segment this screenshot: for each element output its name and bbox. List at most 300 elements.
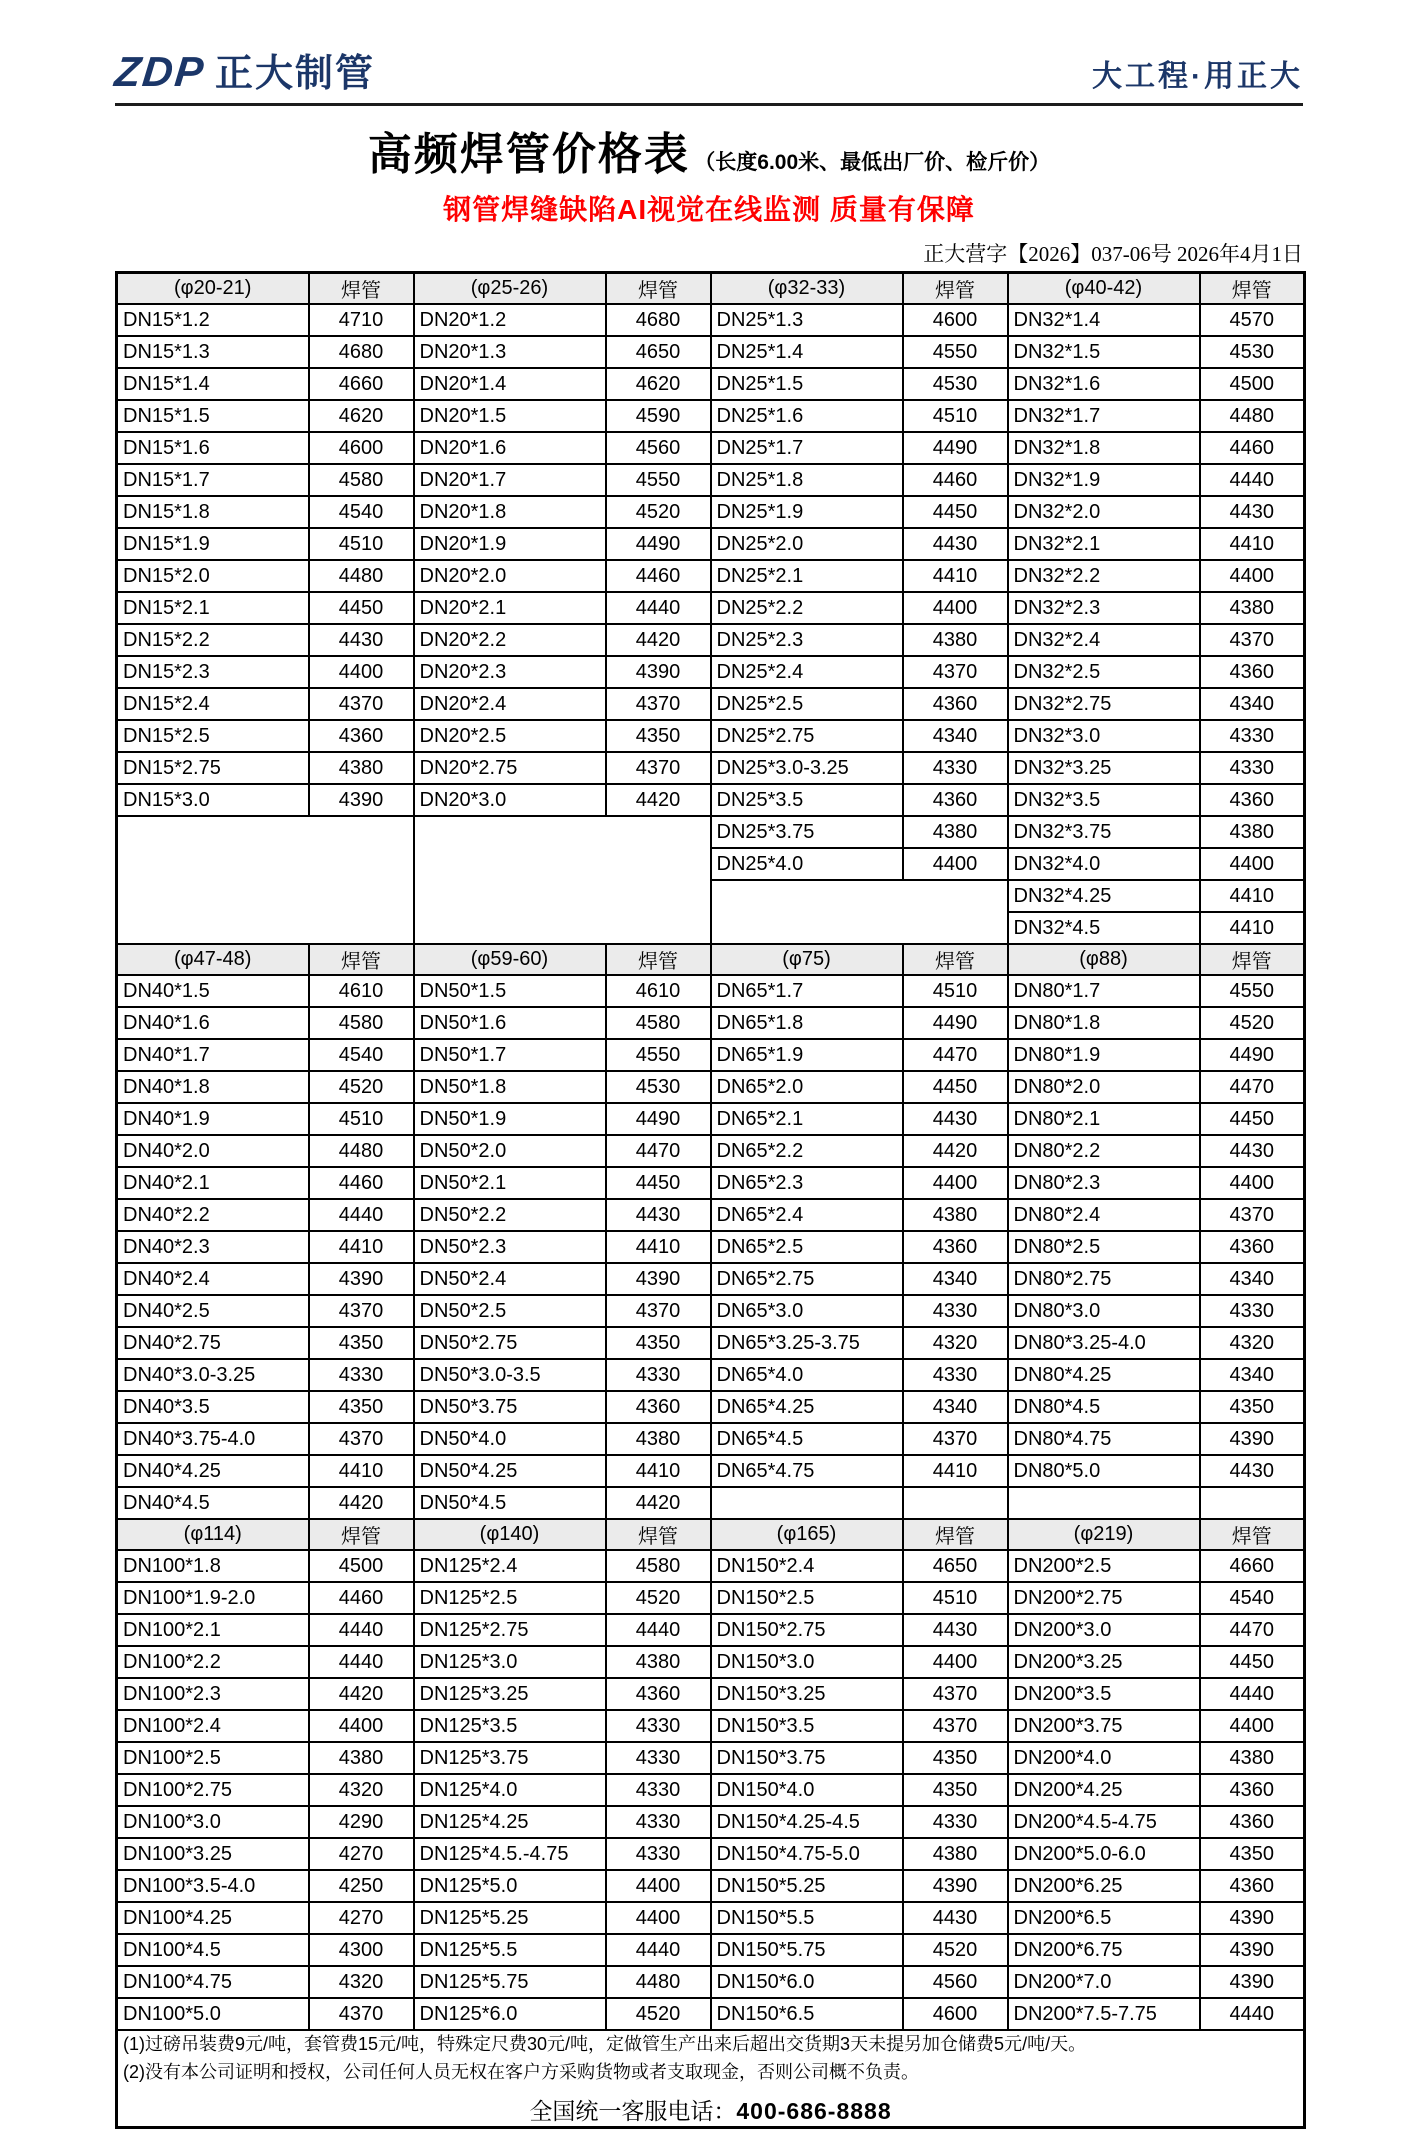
price-cell: 4520	[1200, 1007, 1305, 1039]
table-row	[117, 624, 1305, 656]
price-cell: 4400	[903, 848, 1008, 880]
spec-cell: DN50*3.75	[414, 1391, 606, 1423]
price-cell: 4680	[606, 304, 711, 336]
spec-cell: DN125*6.0	[414, 1998, 606, 2030]
price-cell: 4510	[903, 400, 1008, 432]
table-row	[117, 688, 1305, 720]
price-cell: 4710	[309, 304, 414, 336]
spec-cell: DN150*6.5	[711, 1998, 903, 2030]
spec-cell: DN65*3.25-3.75	[711, 1327, 903, 1359]
price-cell: 4380	[309, 1742, 414, 1774]
table-row	[117, 1902, 1305, 1934]
spec-cell: DN200*7.5-7.75	[1008, 1998, 1200, 2030]
spec-cell: DN200*3.5	[1008, 1678, 1200, 1710]
spec-cell: DN125*2.5	[414, 1582, 606, 1614]
spec-cell: DN50*4.0	[414, 1423, 606, 1455]
spec-cell: DN50*1.7	[414, 1039, 606, 1071]
spec-cell: DN32*1.7	[1008, 400, 1200, 432]
price-cell: 4390	[309, 784, 414, 816]
spec-cell: DN100*2.5	[117, 1742, 309, 1774]
price-cell: 4430	[903, 1902, 1008, 1934]
price-cell: 4580	[606, 1550, 711, 1582]
spec-cell: DN50*1.9	[414, 1103, 606, 1135]
diameter-column-header: (φ40-42)	[1008, 273, 1200, 305]
price-cell: 4550	[903, 336, 1008, 368]
spec-cell: DN32*2.4	[1008, 624, 1200, 656]
spec-cell: DN32*1.8	[1008, 432, 1200, 464]
price-cell: 4360	[1200, 1231, 1305, 1263]
page-title-subtitle: （长度6.00米、最低出厂价、检斤价）	[694, 151, 1051, 174]
price-cell: 4460	[309, 1582, 414, 1614]
price-cell: 4470	[606, 1135, 711, 1167]
price-cell: 4270	[309, 1902, 414, 1934]
spec-cell: DN15*1.5	[117, 400, 309, 432]
price-cell: 4340	[1200, 1359, 1305, 1391]
spec-cell: DN100*2.4	[117, 1710, 309, 1742]
price-cell: 4420	[309, 1487, 414, 1519]
price-cell: 4410	[606, 1455, 711, 1487]
table-row	[117, 1934, 1305, 1966]
diameter-column-header: (φ25-26)	[414, 273, 606, 305]
table-row	[117, 1167, 1305, 1199]
table-row	[117, 1998, 1305, 2030]
table-row	[117, 1359, 1305, 1391]
price-cell: 4320	[309, 1966, 414, 1998]
spec-cell: DN40*3.75-4.0	[117, 1423, 309, 1455]
spec-cell: DN50*1.5	[414, 975, 606, 1007]
spec-cell: DN25*4.0	[711, 848, 903, 880]
spec-cell: DN15*1.8	[117, 496, 309, 528]
price-cell: 4360	[903, 1231, 1008, 1263]
spec-cell: DN32*2.75	[1008, 688, 1200, 720]
spec-cell: DN20*2.3	[414, 656, 606, 688]
spec-cell: DN40*1.8	[117, 1071, 309, 1103]
price-cell: 4350	[606, 1327, 711, 1359]
price-cell: 4470	[1200, 1071, 1305, 1103]
price-cell: 4610	[309, 975, 414, 1007]
spec-cell: DN50*2.3	[414, 1231, 606, 1263]
price-cell: 4490	[606, 528, 711, 560]
diameter-column-header: (φ47-48)	[117, 944, 309, 975]
price-cell: 4660	[309, 368, 414, 400]
price-cell: 4370	[309, 1295, 414, 1327]
price-cell: 4410	[903, 560, 1008, 592]
price-cell: 4330	[903, 1806, 1008, 1838]
spec-cell: DN50*2.5	[414, 1295, 606, 1327]
spec-cell: DN50*4.5	[414, 1487, 606, 1519]
price-cell: 4440	[1200, 464, 1305, 496]
price-cell: 4350	[309, 1327, 414, 1359]
price-cell: 4360	[903, 688, 1008, 720]
price-cell: 4680	[309, 336, 414, 368]
spec-cell: DN65*1.7	[711, 975, 903, 1007]
section-header-row	[117, 1519, 1305, 1550]
price-cell: 4350	[309, 1391, 414, 1423]
price-cell: 4510	[903, 975, 1008, 1007]
price-column-header: 焊管	[903, 944, 1008, 975]
spec-cell: DN125*3.0	[414, 1646, 606, 1678]
spec-cell: DN125*2.4	[414, 1550, 606, 1582]
spec-cell: DN25*2.5	[711, 688, 903, 720]
price-cell: 4540	[309, 1039, 414, 1071]
spec-cell: DN20*2.75	[414, 752, 606, 784]
table-row	[117, 1742, 1305, 1774]
price-table	[115, 271, 1306, 2129]
spec-cell: DN20*1.4	[414, 368, 606, 400]
spec-cell: DN20*1.3	[414, 336, 606, 368]
spec-cell: DN80*5.0	[1008, 1455, 1200, 1487]
spec-cell: DN32*2.2	[1008, 560, 1200, 592]
table-row	[117, 560, 1305, 592]
price-cell: 4360	[1200, 656, 1305, 688]
price-cell: 4400	[606, 1902, 711, 1934]
spec-cell: DN125*5.5	[414, 1934, 606, 1966]
price-cell: 4360	[606, 1678, 711, 1710]
price-cell: 4400	[309, 656, 414, 688]
phone-label: 全国统一客服电话：	[529, 2097, 737, 2124]
price-cell: 4450	[606, 1167, 711, 1199]
spec-cell: DN65*4.0	[711, 1359, 903, 1391]
spec-cell: DN50*2.4	[414, 1263, 606, 1295]
price-cell: 4360	[903, 784, 1008, 816]
price-cell: 4480	[309, 560, 414, 592]
price-cell: 4410	[309, 1455, 414, 1487]
spec-cell: DN40*4.5	[117, 1487, 309, 1519]
price-cell: 4370	[606, 1295, 711, 1327]
spec-cell: DN20*1.9	[414, 528, 606, 560]
empty-merged-cell	[414, 816, 711, 944]
price-column-header: 焊管	[903, 1519, 1008, 1550]
spec-cell: DN65*4.5	[711, 1423, 903, 1455]
price-cell: 4500	[309, 1550, 414, 1582]
spec-cell: DN125*4.5.-4.75	[414, 1838, 606, 1870]
spec-cell: DN25*1.4	[711, 336, 903, 368]
spec-cell: DN65*4.25	[711, 1391, 903, 1423]
spec-cell: DN65*2.0	[711, 1071, 903, 1103]
spec-cell: DN65*2.3	[711, 1167, 903, 1199]
spec-cell: DN150*5.25	[711, 1870, 903, 1902]
spec-cell: DN20*1.5	[414, 400, 606, 432]
price-cell: 4510	[309, 1103, 414, 1135]
price-cell: 4440	[606, 1614, 711, 1646]
spec-cell: DN80*1.8	[1008, 1007, 1200, 1039]
content	[112, 0, 1303, 2129]
table-row	[117, 1806, 1305, 1838]
price-cell: 4430	[606, 1199, 711, 1231]
spec-cell: DN20*2.0	[414, 560, 606, 592]
table-row	[117, 1550, 1305, 1582]
spec-cell: DN20*2.2	[414, 624, 606, 656]
table-row	[117, 1231, 1305, 1263]
price-column-header: 焊管	[606, 944, 711, 975]
table-row	[117, 1455, 1305, 1487]
price-cell: 4650	[903, 1550, 1008, 1582]
table-row	[117, 975, 1305, 1007]
price-cell: 4400	[606, 1870, 711, 1902]
spec-cell: DN15*1.7	[117, 464, 309, 496]
price-cell: 4360	[606, 1391, 711, 1423]
spec-cell: DN25*3.75	[711, 816, 903, 848]
price-cell: 4490	[606, 1103, 711, 1135]
table-row	[117, 368, 1305, 400]
spec-cell: DN100*2.75	[117, 1774, 309, 1806]
price-cell: 4530	[606, 1071, 711, 1103]
spec-cell: DN100*2.3	[117, 1678, 309, 1710]
price-cell: 4330	[606, 1710, 711, 1742]
price-cell: 4360	[1200, 1806, 1305, 1838]
price-cell: 4350	[1200, 1838, 1305, 1870]
section-header-row	[117, 944, 1305, 975]
price-cell: 4320	[903, 1327, 1008, 1359]
table-row	[117, 592, 1305, 624]
table-row	[117, 528, 1305, 560]
price-cell: 4360	[1200, 1870, 1305, 1902]
price-cell: 4450	[1200, 1646, 1305, 1678]
diameter-column-header: (φ88)	[1008, 944, 1200, 975]
spec-cell: DN15*1.6	[117, 432, 309, 464]
table-row	[117, 1103, 1305, 1135]
spec-cell: DN32*2.5	[1008, 656, 1200, 688]
spec-cell: DN200*3.75	[1008, 1710, 1200, 1742]
table-row	[117, 720, 1305, 752]
price-column-header: 焊管	[606, 273, 711, 305]
price-cell: 4380	[903, 624, 1008, 656]
price-cell: 4340	[1200, 1263, 1305, 1295]
price-cell: 4440	[606, 1934, 711, 1966]
spec-cell: DN32*2.1	[1008, 528, 1200, 560]
spec-cell: DN65*4.75	[711, 1455, 903, 1487]
spec-cell: DN125*3.75	[414, 1742, 606, 1774]
price-cell: 4380	[309, 752, 414, 784]
price-cell: 4420	[903, 1135, 1008, 1167]
spec-cell: DN100*4.25	[117, 1902, 309, 1934]
table-row	[117, 1135, 1305, 1167]
spec-cell: DN32*4.5	[1008, 912, 1200, 944]
diameter-column-header: (φ32-33)	[711, 273, 903, 305]
spec-cell: DN200*6.5	[1008, 1902, 1200, 1934]
spec-cell: DN40*4.25	[117, 1455, 309, 1487]
price-cell: 4560	[903, 1966, 1008, 1998]
table-row	[117, 816, 1305, 848]
spec-cell: DN32*4.0	[1008, 848, 1200, 880]
spec-cell: DN80*3.25-4.0	[1008, 1327, 1200, 1359]
table-row	[117, 1327, 1305, 1359]
price-cell: 4360	[309, 720, 414, 752]
table-row	[117, 1582, 1305, 1614]
spec-cell: DN40*2.1	[117, 1167, 309, 1199]
price-cell: 4400	[1200, 560, 1305, 592]
diameter-column-header: (φ219)	[1008, 1519, 1200, 1550]
diameter-column-header: (φ20-21)	[117, 273, 309, 305]
spec-cell: DN15*2.1	[117, 592, 309, 624]
table-row	[117, 304, 1305, 336]
price-cell: 4390	[903, 1870, 1008, 1902]
spec-cell: DN20*2.1	[414, 592, 606, 624]
spec-cell: DN150*2.75	[711, 1614, 903, 1646]
empty-merged-cell	[711, 880, 1008, 944]
table-row	[117, 496, 1305, 528]
price-cell: 4370	[903, 656, 1008, 688]
table-row	[117, 1966, 1305, 1998]
price-cell: 4440	[1200, 1678, 1305, 1710]
price-cell: 4300	[309, 1934, 414, 1966]
spec-cell: DN20*2.5	[414, 720, 606, 752]
price-cell: 4250	[309, 1870, 414, 1902]
price-cell: 4380	[903, 816, 1008, 848]
price-cell: 4410	[606, 1231, 711, 1263]
logo-zdp-mark: ZDP	[112, 48, 208, 95]
price-cell: 4370	[1200, 624, 1305, 656]
price-cell: 4470	[1200, 1614, 1305, 1646]
price-cell: 4390	[1200, 1934, 1305, 1966]
spec-cell: DN20*1.6	[414, 432, 606, 464]
price-cell: 4550	[606, 464, 711, 496]
price-column-header: 焊管	[903, 273, 1008, 305]
spec-cell: DN125*4.0	[414, 1774, 606, 1806]
spec-cell: DN100*5.0	[117, 1998, 309, 2030]
note-2: (2)没有本公司证明和授权，公司任何人员无权在客户方采购货物或者支取现金，否则公司概不负责。	[123, 2061, 919, 2082]
price-cell: 4350	[903, 1774, 1008, 1806]
price-cell: 4530	[903, 368, 1008, 400]
spec-cell: DN200*4.0	[1008, 1742, 1200, 1774]
spec-cell: DN65*1.8	[711, 1007, 903, 1039]
spec-cell: DN40*2.3	[117, 1231, 309, 1263]
price-cell: 4360	[1200, 784, 1305, 816]
table-row	[117, 1838, 1305, 1870]
price-cell: 4430	[1200, 496, 1305, 528]
price-cell: 4460	[1200, 432, 1305, 464]
table-row	[117, 1774, 1305, 1806]
price-cell: 4460	[309, 1167, 414, 1199]
spec-cell: DN15*2.75	[117, 752, 309, 784]
price-column-header: 焊管	[309, 1519, 414, 1550]
price-cell: 4330	[1200, 1295, 1305, 1327]
price-cell: 4540	[309, 496, 414, 528]
price-cell: 4440	[309, 1646, 414, 1678]
price-cell: 4450	[1200, 1103, 1305, 1135]
spec-cell: DN32*1.5	[1008, 336, 1200, 368]
spec-cell: DN25*1.7	[711, 432, 903, 464]
price-cell: 4430	[1200, 1455, 1305, 1487]
spec-cell: DN200*2.75	[1008, 1582, 1200, 1614]
table-row	[117, 752, 1305, 784]
table-row	[117, 1263, 1305, 1295]
price-cell: 4340	[1200, 688, 1305, 720]
spec-cell: DN40*1.9	[117, 1103, 309, 1135]
diameter-column-header: (φ114)	[117, 1519, 309, 1550]
spec-cell: DN50*4.25	[414, 1455, 606, 1487]
price-cell: 4420	[606, 1487, 711, 1519]
price-cell: 4480	[309, 1135, 414, 1167]
table-row	[117, 1870, 1305, 1902]
price-cell: 4490	[1200, 1039, 1305, 1071]
price-cell: 4400	[903, 592, 1008, 624]
price-cell: 4590	[606, 400, 711, 432]
spec-cell: DN150*3.0	[711, 1646, 903, 1678]
spec-cell: DN50*2.2	[414, 1199, 606, 1231]
spec-cell: DN25*1.5	[711, 368, 903, 400]
spec-cell: DN100*1.9-2.0	[117, 1582, 309, 1614]
price-cell: 4380	[1200, 592, 1305, 624]
empty-price-cell	[1200, 1487, 1305, 1519]
price-cell: 4400	[903, 1646, 1008, 1678]
price-cell: 4330	[903, 752, 1008, 784]
table-row	[117, 1039, 1305, 1071]
diameter-column-header: (φ75)	[711, 944, 903, 975]
table-row	[117, 784, 1305, 816]
table-row	[117, 400, 1305, 432]
spec-cell: DN50*1.6	[414, 1007, 606, 1039]
spec-cell: DN20*1.2	[414, 304, 606, 336]
spec-cell: DN40*2.4	[117, 1263, 309, 1295]
price-cell: 4400	[1200, 1710, 1305, 1742]
price-cell: 4440	[309, 1614, 414, 1646]
price-cell: 4270	[309, 1838, 414, 1870]
note-1: (1)过磅吊装费9元/吨，套管费15元/吨，特殊定尺费30元/吨，定做管生产出来后超出交货期3天未提另加仓储费5元/吨/天。	[123, 2034, 1087, 2054]
spec-cell: DN15*1.9	[117, 528, 309, 560]
spec-cell: DN200*2.5	[1008, 1550, 1200, 1582]
price-cell: 4620	[309, 400, 414, 432]
price-cell: 4330	[1200, 720, 1305, 752]
empty-spec-cell	[1008, 1487, 1200, 1519]
spec-cell: DN50*2.1	[414, 1167, 606, 1199]
price-cell: 4410	[903, 1455, 1008, 1487]
spec-cell: DN80*3.0	[1008, 1295, 1200, 1327]
price-cell: 4520	[606, 1998, 711, 2030]
price-cell: 4370	[1200, 1199, 1305, 1231]
spec-cell: DN200*4.25	[1008, 1774, 1200, 1806]
quality-banner: 钢管焊缝缺陷AI视觉在线监测 质量有保障	[443, 194, 975, 225]
spec-cell: DN150*4.0	[711, 1774, 903, 1806]
spec-cell: DN32*2.0	[1008, 496, 1200, 528]
spec-cell: DN200*7.0	[1008, 1966, 1200, 1998]
spec-cell: DN125*5.25	[414, 1902, 606, 1934]
spec-cell: DN65*1.9	[711, 1039, 903, 1071]
price-cell: 4330	[309, 1359, 414, 1391]
spec-cell: DN125*2.75	[414, 1614, 606, 1646]
price-cell: 4550	[606, 1039, 711, 1071]
price-cell: 4360	[1200, 1774, 1305, 1806]
spec-cell: DN150*3.75	[711, 1742, 903, 1774]
spec-cell: DN150*4.25-4.5	[711, 1806, 903, 1838]
price-cell: 4370	[309, 1998, 414, 2030]
price-cell: 4340	[903, 1263, 1008, 1295]
spec-cell: DN25*3.5	[711, 784, 903, 816]
price-cell: 4520	[903, 1934, 1008, 1966]
price-cell: 4390	[309, 1263, 414, 1295]
price-cell: 4390	[1200, 1966, 1305, 1998]
price-cell: 4490	[903, 1007, 1008, 1039]
price-cell: 4500	[1200, 368, 1305, 400]
spec-cell: DN150*5.75	[711, 1934, 903, 1966]
price-cell: 4290	[309, 1806, 414, 1838]
spec-cell: DN32*1.4	[1008, 304, 1200, 336]
price-cell: 4600	[903, 1998, 1008, 2030]
section-header-row	[117, 273, 1305, 305]
price-cell: 4460	[606, 560, 711, 592]
price-cell: 4320	[309, 1774, 414, 1806]
spec-cell: DN80*2.1	[1008, 1103, 1200, 1135]
spec-cell: DN32*3.0	[1008, 720, 1200, 752]
document-number: 正大营字【2026】037-06号 2026年4月1日	[923, 242, 1303, 266]
customer-service-phone	[123, 2093, 1298, 2126]
spec-cell: DN32*4.25	[1008, 880, 1200, 912]
spec-cell: DN15*2.2	[117, 624, 309, 656]
table-row	[117, 432, 1305, 464]
spec-cell: DN100*2.1	[117, 1614, 309, 1646]
table-row	[117, 1007, 1305, 1039]
price-cell: 4440	[309, 1199, 414, 1231]
